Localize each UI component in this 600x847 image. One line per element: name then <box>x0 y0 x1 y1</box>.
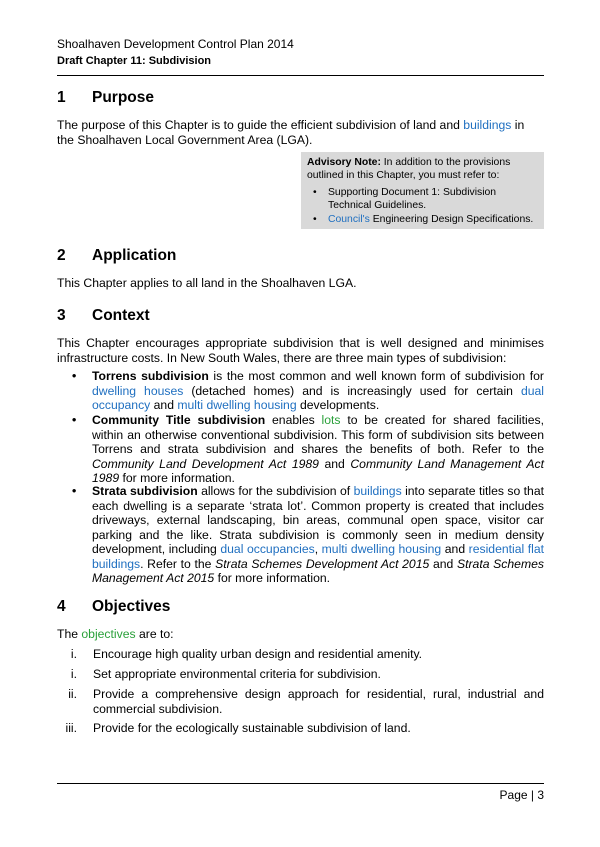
link-buildings[interactable]: buildings <box>463 118 512 132</box>
application-paragraph: This Chapter applies to all land in the Shoalhaven LGA. <box>57 276 357 290</box>
document-title: Shoalhaven Development Control Plan 2014 <box>57 37 294 51</box>
link-multi-dwelling-housing[interactable]: multi dwelling housing <box>321 542 442 556</box>
heading-text: Purpose <box>92 89 155 106</box>
bullet-icon: • <box>72 484 77 498</box>
heading-purpose <box>57 89 154 107</box>
bullet-icon: • <box>72 413 77 427</box>
objective-item: ii. Provide a comprehensive design approach for residential, rural, industrial and commercial subdivision. <box>57 687 544 716</box>
advisory-item: • Council's Engineering Design Specifications. <box>307 214 538 227</box>
page-number: Page | 3 <box>499 788 544 802</box>
list-item-strata: • Strata subdivision allows for the subdivision of buildings into separate titles so that each dwelling is a separate ‘strata lot’. Common property is created that includes driveways, external landscaping, bin areas, communal open space, visitor car parking and the like. Strata subdivision is commonly seen in medium density development, including dual occupancies, multi dwelling housing and residential flat buildings. Refer to the Strata Schemes Development Act 2015 and Strata Schemes Management Act 2015 for more information. <box>72 484 545 585</box>
heading-application <box>57 247 176 265</box>
link-dual-occupancies[interactable]: dual occupancies <box>220 542 315 556</box>
heading-text: Application <box>92 247 177 264</box>
link-buildings[interactable]: buildings <box>353 484 402 498</box>
heading-number: 3 <box>57 307 66 324</box>
chapter-title: Draft Chapter 11: Subdivision <box>57 55 212 67</box>
bullet-icon: • <box>72 369 77 383</box>
advisory-intro: Advisory Note: In addition to the provisions outlined in this Chapter, you must refer to: <box>307 157 511 181</box>
heading-text: Context <box>92 307 150 324</box>
link-multi-dwelling-housing[interactable]: multi dwelling housing <box>177 398 297 412</box>
advisory-list <box>307 187 538 227</box>
heading-context <box>57 307 150 325</box>
purpose-paragraph: The purpose of this Chapter is to guide the efficient subdivision of land and buildings in the Shoalhaven Local Government Area (LGA). <box>57 118 525 147</box>
item-numeral: i. <box>70 667 77 681</box>
objective-item: i. Encourage high quality urban design and residential amenity. <box>57 647 544 662</box>
heading-number: 2 <box>57 247 66 264</box>
item-numeral: ii. <box>68 687 77 701</box>
heading-objectives <box>57 598 170 616</box>
context-intro: This Chapter encourages appropriate subdivision that is well designed and minimises infrastructure costs. In New South Wales, there are three main types of subdivision: <box>57 336 544 365</box>
objective-item: i. Set appropriate environmental criteria for subdivision. <box>57 667 544 682</box>
link-lots[interactable]: lots <box>321 413 341 427</box>
header-rule <box>57 75 544 76</box>
link-dwelling-houses[interactable]: dwelling houses <box>92 383 184 398</box>
advisory-item: • Supporting Document 1: Subdivision Technical Guidelines. <box>307 187 538 212</box>
item-numeral: iii. <box>65 721 77 735</box>
heading-text: Objectives <box>92 598 171 615</box>
heading-number: 4 <box>57 598 66 615</box>
footer-rule <box>57 783 544 784</box>
objectives-intro: The objectives are to: <box>57 627 174 641</box>
link-residential-flat-buildings[interactable]: residential flat buildings <box>92 542 545 571</box>
link-objectives[interactable]: objectives <box>81 627 136 641</box>
item-numeral: i. <box>70 647 77 661</box>
advisory-note-box <box>301 152 544 229</box>
list-item-torrens: • Torrens subdivision is the most common and well known form of subdivision for dwelling houses (detached homes) and is increasingly used for certain dual occupancy and multi dwelling housing developments. <box>72 369 544 412</box>
link-dual-occupancy[interactable]: dual occupancy <box>92 383 544 412</box>
link-councils[interactable]: Council's <box>328 214 370 225</box>
objective-item: iii. Provide for the ecologically sustainable subdivision of land. <box>57 721 544 736</box>
heading-number: 1 <box>57 89 66 106</box>
list-item-community-title: • Community Title subdivision enables lots to be created for shared facilities, within an otherwise conventional subdivision. This form of subdivision sits between Torrens and strata subdivision and shares the benefits of both. Refer to the Community Land Development Act 1989 and Community Land Management Act 1989 for more information. <box>72 413 544 485</box>
